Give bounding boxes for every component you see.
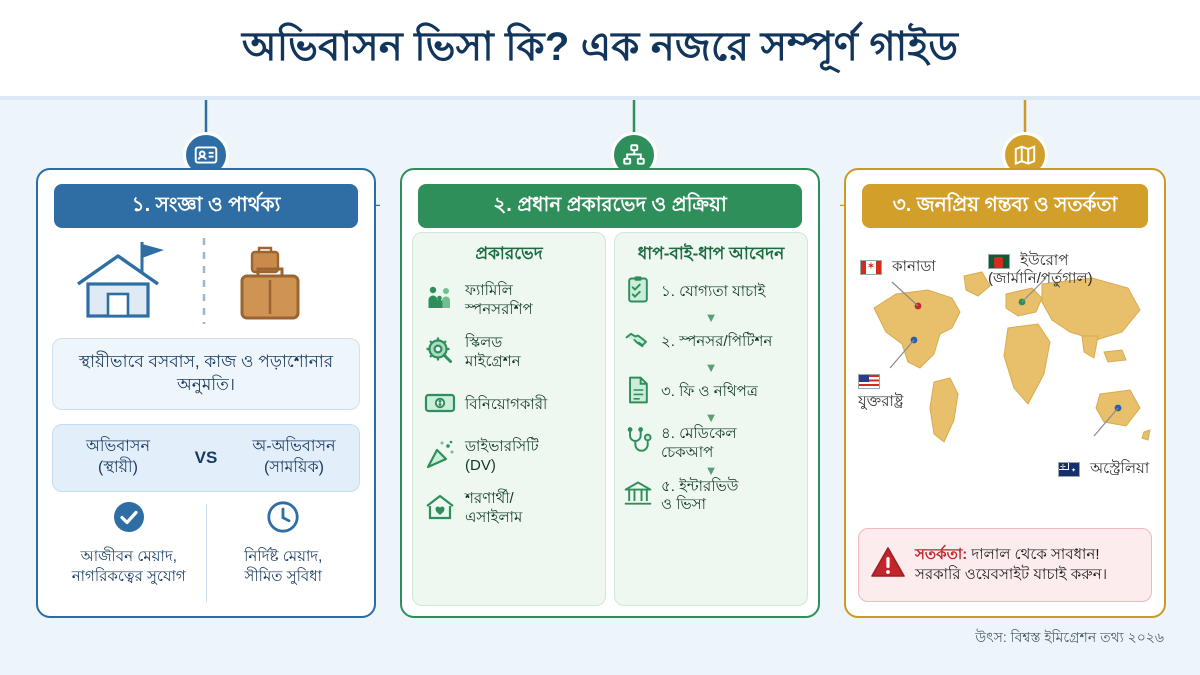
destination-usa-text: যুক্তরাষ্ট্র [858,392,904,410]
header [0,0,1200,96]
comparison-right [229,437,359,479]
type-diversity-line1: ডাইভারসিটি [465,438,539,456]
type-family-line2: স্পনসরশিপ [465,301,533,318]
step-medical-text [661,425,737,463]
type-family-text [465,282,533,320]
warning-line1: দালাল থেকে সাবধান! [967,545,1100,563]
usa-flag [858,374,880,389]
benefit-item-temporary [207,500,361,606]
card1-title: ১. সংজ্ঞা ও পার্থক্য [54,184,358,228]
clock-icon [266,500,300,539]
type-item-diversity [419,431,599,483]
step-item-sponsor [621,325,801,375]
step-fees-docs-text: ৩. ফি ও নথিপত্র [661,383,758,401]
comparison-left-line2: (স্থায়ী) [98,459,138,476]
document-icon [623,375,653,410]
source-footer: উৎস: বিশ্বস্ত ইমিগ্রেশন তথ্য ২০২৬ [975,629,1164,645]
warning-box [858,528,1152,602]
warning-line2: সরকারি ওয়েবসাইট যাচাই করুন। [915,566,1108,583]
benefit-permanent-caption [72,547,186,588]
comparison-right-line1: অ-অভিবাসন [252,438,336,456]
step-item-fees-docs [621,375,801,425]
checklist-icon [623,275,653,310]
australia-flag: ✛ ✦ [1058,462,1080,477]
step-sponsor-text: ২. স্পনসর/পিটিশন [661,333,773,351]
card2-body [412,232,808,606]
type-item-refugee [419,483,599,535]
handshake-icon [623,325,653,360]
step-eligibility-text: ১. যোগ্যতা যাচাই [661,283,766,301]
type-item-investor [419,379,599,431]
canada-flag: ✶ [860,260,882,275]
types-heading: প্রকারভেদ [475,244,543,263]
destination-europe-sub: (জার্মানি/পর্তুগাল) [988,270,1093,287]
type-refugee-line1: শরণার্থী/ [465,490,514,508]
steps-column [614,232,808,606]
step-interview-line2: ও ভিসা [661,496,706,514]
step-arrow-icon: ▼ [704,410,718,425]
benefit-temporary-line2: সীমিত সুবিধা [244,568,323,586]
page-title: অভিবাসন ভিসা কি? এক নজরে সম্পূর্ণ গাইড [241,24,959,69]
step-arrow-icon: ▼ [704,360,718,375]
destination-label-canada [860,258,936,277]
stethoscope-icon [623,426,653,461]
step-arrow-icon: ▼ [704,462,718,478]
card1-illustration [56,232,356,328]
comparison-vs-label: VS [194,448,218,467]
comparison-left-line1: অভিবাসন [85,438,151,456]
type-investor-text: বিনিয়োগকারী [465,395,548,413]
destination-canada-text: কানাডা [892,258,936,275]
type-skilled-text [465,334,521,372]
card1-note: স্থায়ীভাবে বসবাস, কাজ ও পড়াশোনার অনুমতি। [52,338,360,410]
type-item-family [419,275,599,327]
warning-text [915,545,1107,586]
benefit-item-permanent [52,500,206,606]
benefit-temporary-caption [244,547,322,588]
type-family-line1: ফ্যামিলি [465,282,513,300]
warning-label: সতর্কতা: [915,545,968,563]
type-item-skilled [419,327,599,379]
shelter-home-icon [423,490,457,529]
family-icon [423,282,457,321]
card2-title: ২. প্রধান প্রকারভেদ ও প্রক্রিয়া [418,184,802,228]
step-medical-line2: চেকআপ [661,443,714,461]
step-arrow-icon: ▼ [704,310,718,325]
comparison-right-line2: (সাময়িক) [264,459,324,476]
destination-label-europe [988,252,1093,288]
type-skilled-line2: মাইগ্রেশন [465,353,521,370]
steps-heading: ধাপ-বাই-ধাপ আবেদন [637,244,785,263]
benefit-permanent-line1: আজীবন মেয়াদ, [80,548,177,565]
type-refugee-text [465,490,522,528]
skill-gear-icon [423,334,457,373]
comparison-left [53,437,183,479]
bank-building-icon [623,479,653,514]
type-diversity-line2: (DV) [465,457,496,474]
benefit-temporary-line1: নির্দিষ্ট মেয়াদ, [244,548,323,565]
step-interview-text [661,478,738,516]
type-diversity-text [465,438,539,476]
destination-label-australia [1058,460,1149,479]
warning-triangle-icon [869,544,907,587]
destination-label-usa [858,372,903,412]
type-refugee-line2: এসাইলাম [465,509,523,526]
card3-title: ৩. জনপ্রিয় গন্তব্য ও সতর্কতা [862,184,1148,228]
destination-australia-text: অস্ট্রেলিয়া [1090,460,1150,477]
step-medical-line1: ৪. মেডিকেল [661,425,737,442]
check-circle-icon [112,500,146,539]
type-skilled-line1: স্কিলড [465,334,503,352]
step-interview-line1: ৫. ইন্টারভিউ [661,477,739,495]
card1-comparison [52,424,360,492]
step-item-medical [621,425,801,478]
eu-flag [988,254,1010,269]
step-item-interview-visa [621,478,801,516]
types-column [412,232,606,606]
step-item-eligibility [621,275,801,325]
party-popper-icon [423,438,457,477]
card1-benefits [52,500,360,606]
benefit-permanent-line2: নাগরিকত্বের সুযোগ [71,568,186,586]
money-icon [423,386,457,425]
destination-europe-text: ইউরোপ [1020,252,1069,269]
